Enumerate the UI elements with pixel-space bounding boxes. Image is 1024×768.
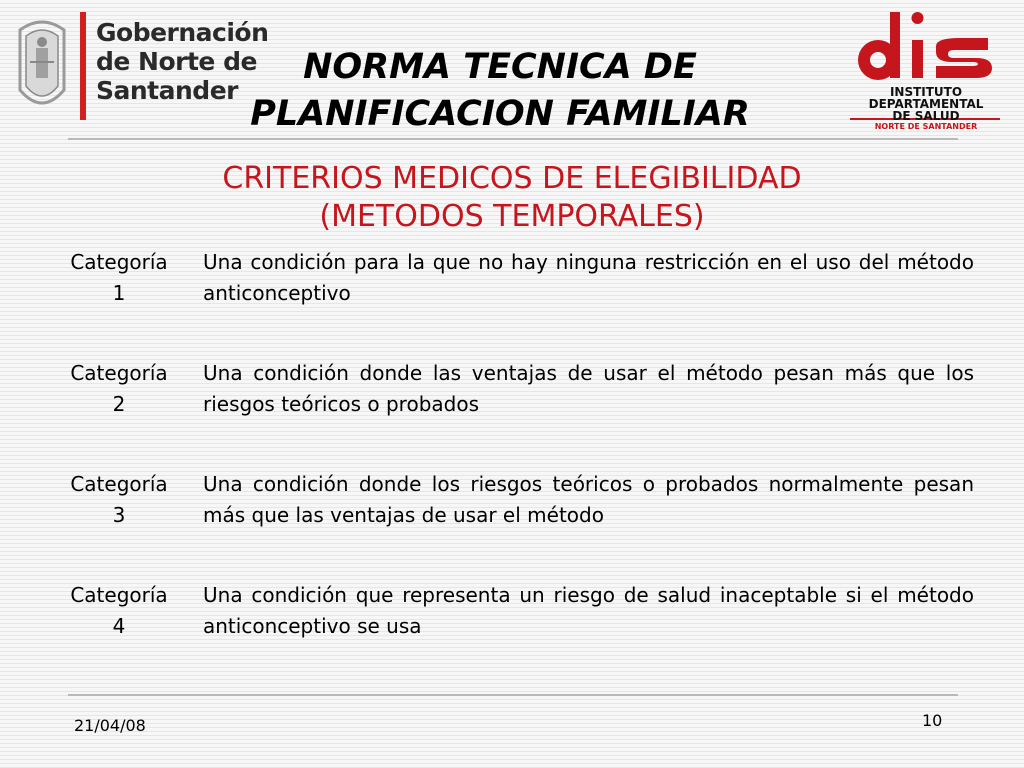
category-description: Una condición donde los riesgos teóricos o probados normalmente pesan más que las ventajas de usar el método [203, 472, 974, 527]
logo-line-1: INSTITUTO [889, 85, 963, 99]
section-subtitle [112, 160, 912, 236]
title-line-2: PLANIFICACION FAMILIAR [250, 94, 750, 134]
category-word: Categoría [70, 472, 168, 496]
gobernacion-logo-bar [80, 12, 86, 120]
ids-logo-text [856, 86, 996, 132]
gobernacion-line-2: de Norte de [96, 47, 257, 76]
gobernacion-line-3: Santander [96, 76, 238, 105]
subtitle-line-1: CRITERIOS MEDICOS DE ELEGIBILIDAD [222, 161, 802, 196]
slide-date: 21/04/08 [74, 716, 146, 735]
logo-line-4: NORTE DE SANTANDER [874, 122, 978, 131]
category-number: 4 [112, 614, 126, 638]
category-label [58, 469, 180, 531]
category-word: Categoría [70, 250, 168, 274]
category-number: 2 [112, 392, 126, 416]
category-description: Una condición para la que no hay ninguna restricción en el uso del método anticonceptivo [203, 250, 974, 305]
category-word: Categoría [70, 583, 168, 607]
slide-number: 10 [922, 711, 943, 730]
department-seal-icon [14, 12, 70, 122]
category-number: 1 [112, 281, 126, 305]
header-divider [68, 138, 958, 140]
category-number: 3 [112, 503, 126, 527]
category-word: Categoría [70, 361, 168, 385]
category-label [58, 358, 180, 420]
logo-line-3: DE SALUD [892, 109, 960, 123]
gobernacion-line-1: Gobernación [96, 18, 269, 47]
category-label [58, 580, 180, 642]
category-description: Una condición donde las ventajas de usar el método pesan más que los riesgos teóricos o probados [203, 361, 974, 416]
page-title [200, 44, 800, 138]
logo-line-2: DEPARTAMENTAL [868, 97, 984, 111]
subtitle-line-2: (METODOS TEMPORALES) [319, 199, 705, 234]
category-description: Una condición que representa un riesgo de salud inaceptable si el método anticonceptivo se usa [203, 583, 974, 638]
category-label [58, 247, 180, 309]
footer-divider [68, 694, 958, 696]
title-line-1: NORMA TECNICA DE [303, 47, 697, 87]
